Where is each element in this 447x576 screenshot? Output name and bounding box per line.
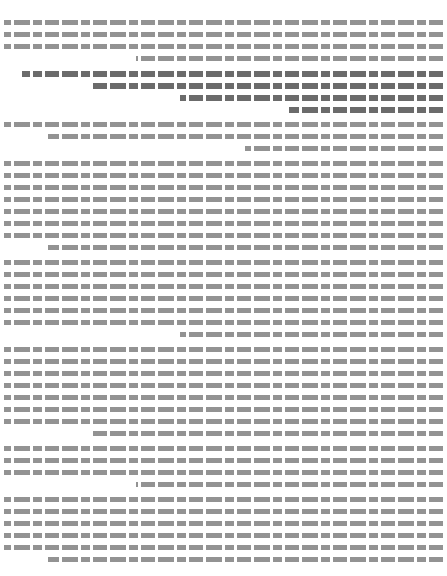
- paragraph-history: [4, 161, 443, 254]
- paragraph-valuation: [4, 446, 443, 491]
- paragraph-intro: [4, 20, 443, 65]
- paragraph-owner: [4, 71, 443, 116]
- paragraph-auction-terms: [4, 497, 443, 566]
- paragraph-registration: [4, 122, 443, 155]
- paragraph-boundaries: [4, 260, 443, 341]
- document-title: [4, 3, 443, 17]
- paragraph-description: [4, 347, 443, 440]
